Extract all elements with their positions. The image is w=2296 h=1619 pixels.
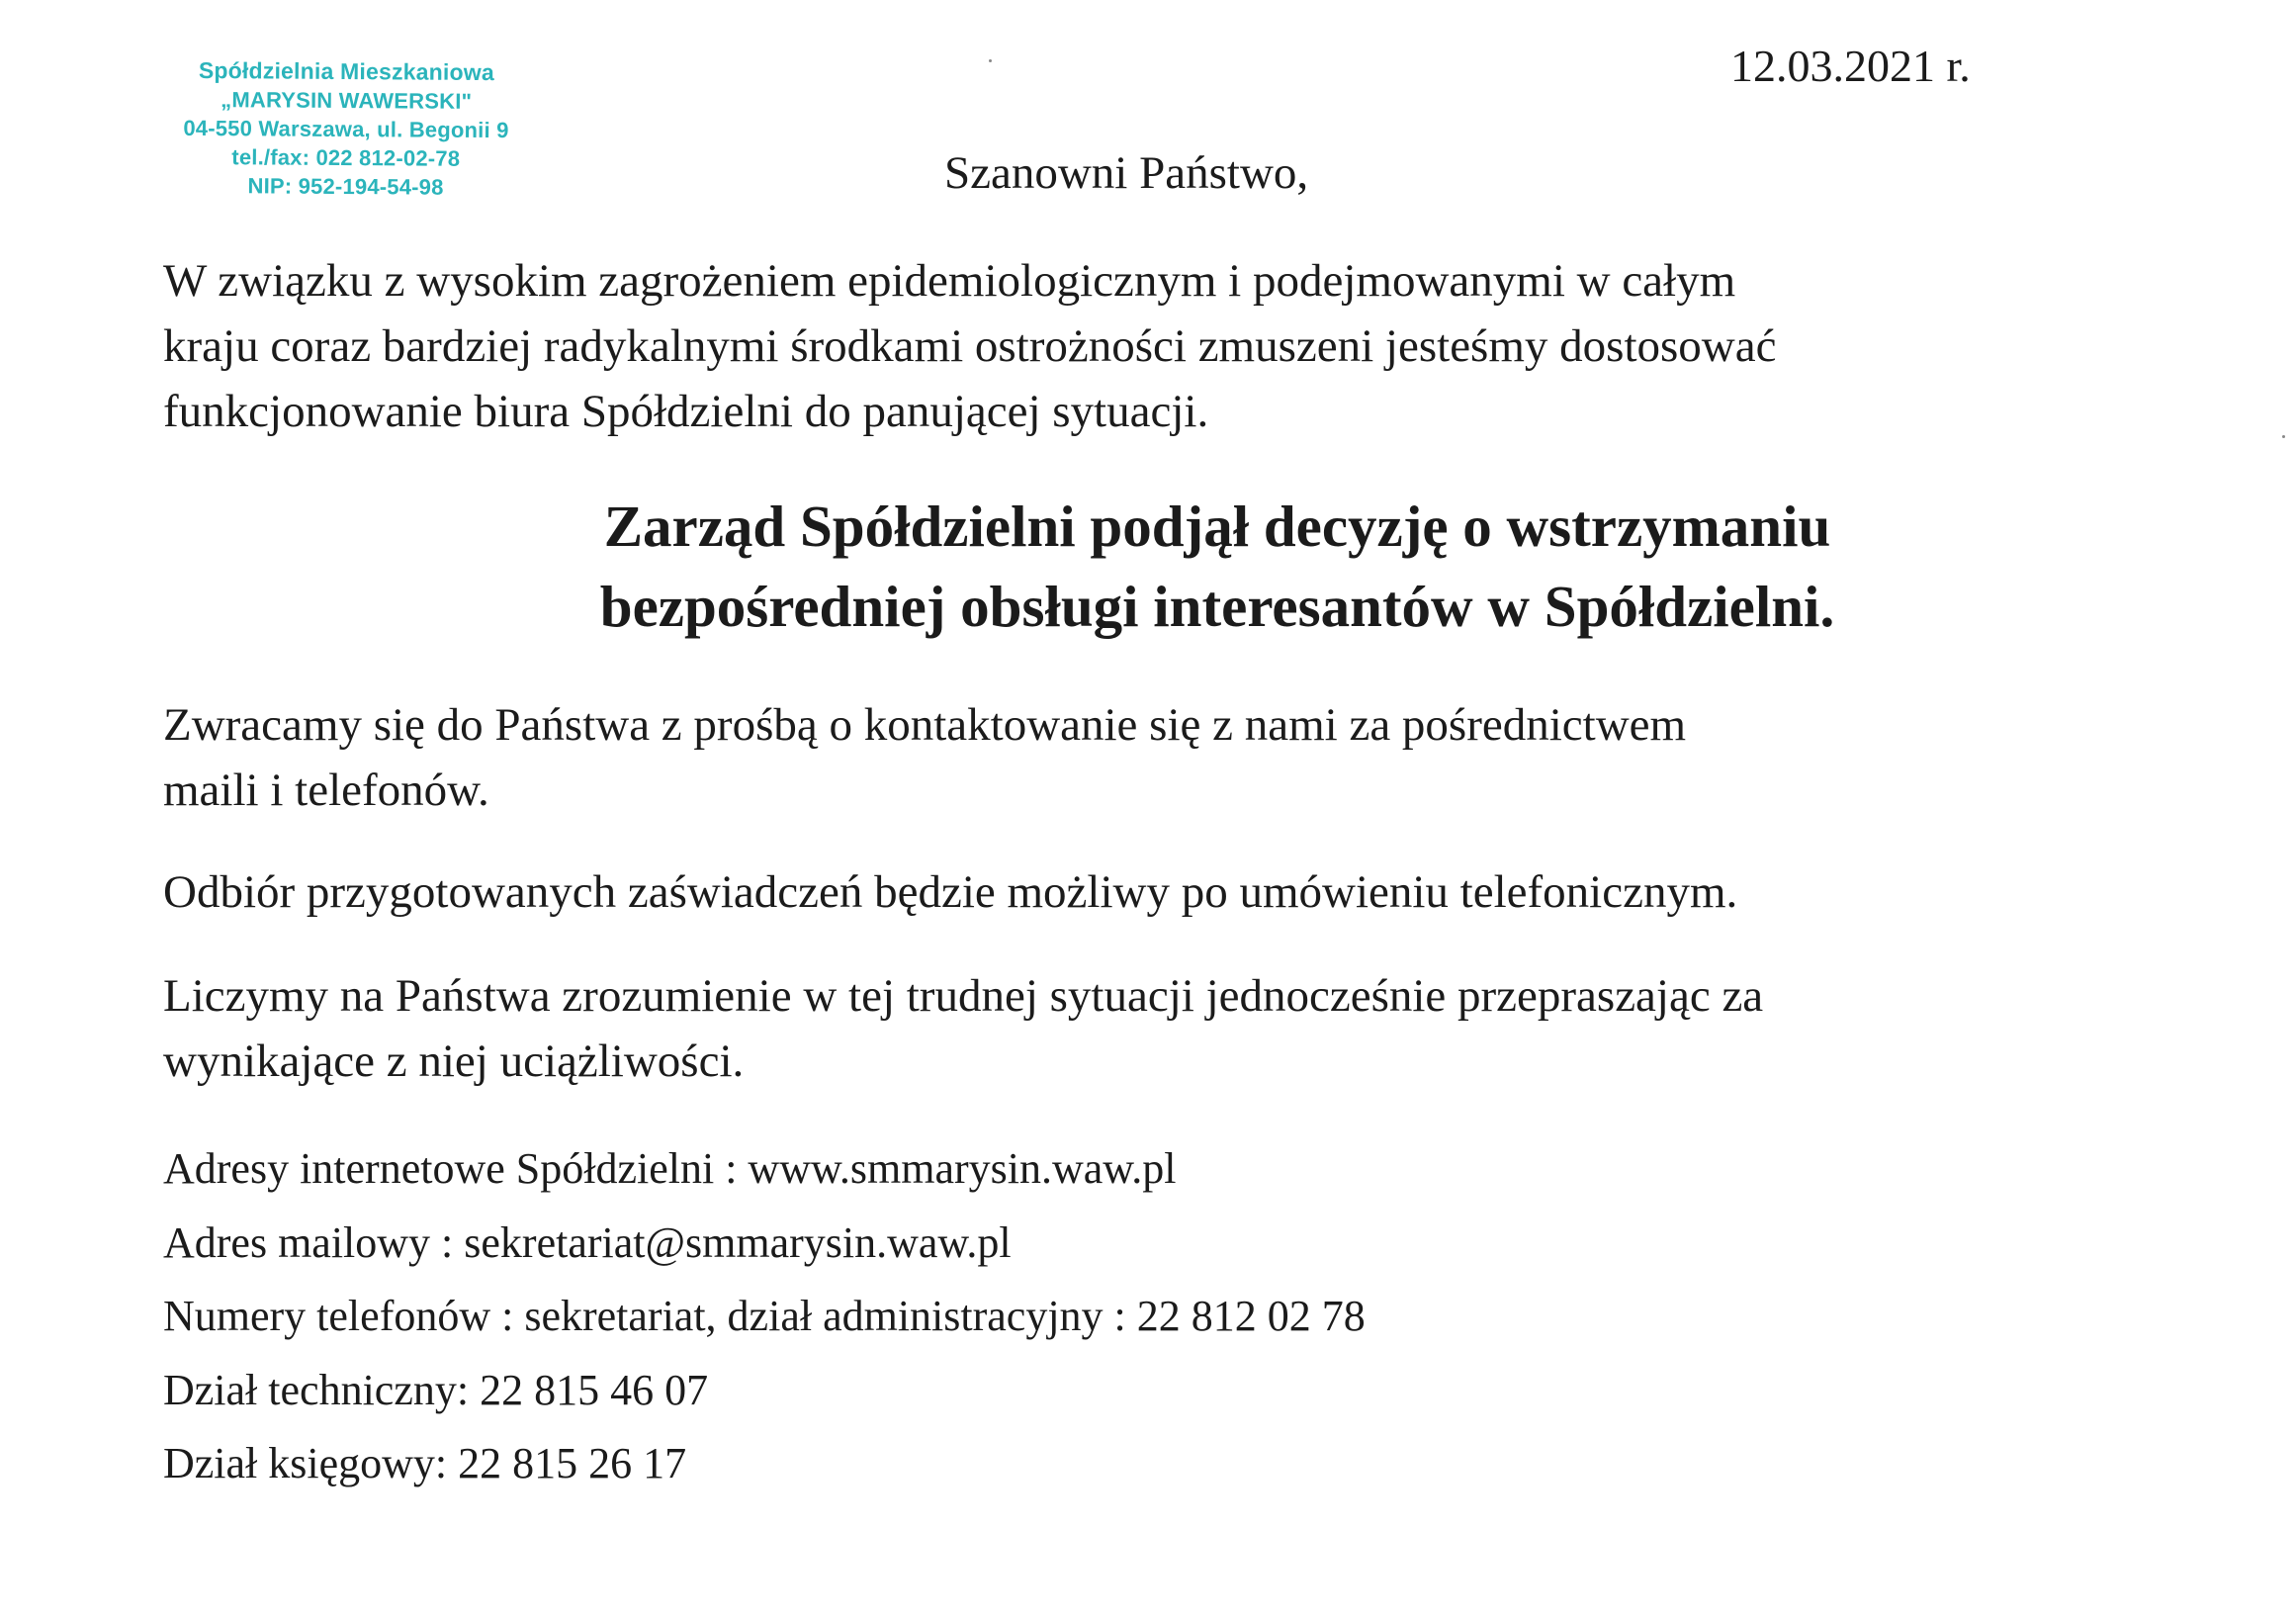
stamp-line: 04-550 Warszawa, ul. Begonii 9 [183, 115, 509, 143]
stamp-line: tel./fax: 022 812-02-78 [231, 144, 461, 171]
paragraph-line: funkcjonowanie biura Spółdzielni do panującej sytuacji. [163, 386, 1209, 437]
closing-paragraph [163, 963, 1763, 1094]
letter-date: 12.03.2021 r. [1730, 41, 1971, 91]
stamp-line: Spółdzielnia Mieszkaniowa [198, 56, 494, 86]
stamp-line: „MARYSIN WAWERSKI" [221, 87, 473, 114]
contact-websites: Adresy internetowe Spółdzielni : www.smmarysin.waw.pl [163, 1144, 1177, 1193]
contact-technical: Dział techniczny: 22 815 46 07 [163, 1365, 709, 1414]
paragraph-line: Odbiór przygotowanych zaświadczeń będzie możliwy po umówieniu telefonicznym. [163, 866, 1738, 918]
paragraph-line: maili i telefonów. [163, 765, 489, 816]
paragraph-line: Zwracamy się do Państwa z prośbą o kontaktowanie się z nami za pośrednictwem [163, 699, 1687, 751]
contact-list [163, 1132, 1366, 1501]
headline-line: bezpośredniej obsługi interesantów w Spółdzielni. [599, 574, 1835, 639]
scan-speck [989, 59, 992, 62]
paragraph-line: W związku z wysokim zagrożeniem epidemiologicznym i podejmowanymi w całym [163, 255, 1736, 307]
headline-line: Zarząd Spółdzielni podjął decyzję o wstrzymaniu [603, 494, 1831, 559]
stamp-line: NIP: 952-194-54-98 [247, 173, 444, 200]
paragraph-line: wynikające z niej uciążliwości. [163, 1035, 745, 1087]
intro-paragraph [163, 248, 1776, 444]
cooperative-stamp [147, 56, 544, 203]
paragraph-line: kraju coraz bardziej radykalnymi środkami ostrożności zmuszeni jesteśmy dostosować [163, 320, 1777, 372]
salutation: Szanowni Państwo, [944, 147, 1309, 199]
certificates-paragraph [163, 859, 1737, 925]
contact-accounting: Dział księgowy: 22 815 26 17 [163, 1439, 687, 1487]
contact-email: Adres mailowy : sekretariat@smmarysin.waw.pl [163, 1217, 1012, 1267]
announcement-headline [0, 487, 2296, 647]
scan-speck [2282, 435, 2285, 438]
paragraph-line: Liczymy na Państwa zrozumienie w tej trudnej sytuacji jednocześnie przepraszając za [163, 970, 1764, 1022]
contact-phones: Numery telefonów : sekretariat, dział administracyjny : 22 812 02 78 [163, 1292, 1366, 1340]
request-paragraph [163, 692, 1686, 823]
